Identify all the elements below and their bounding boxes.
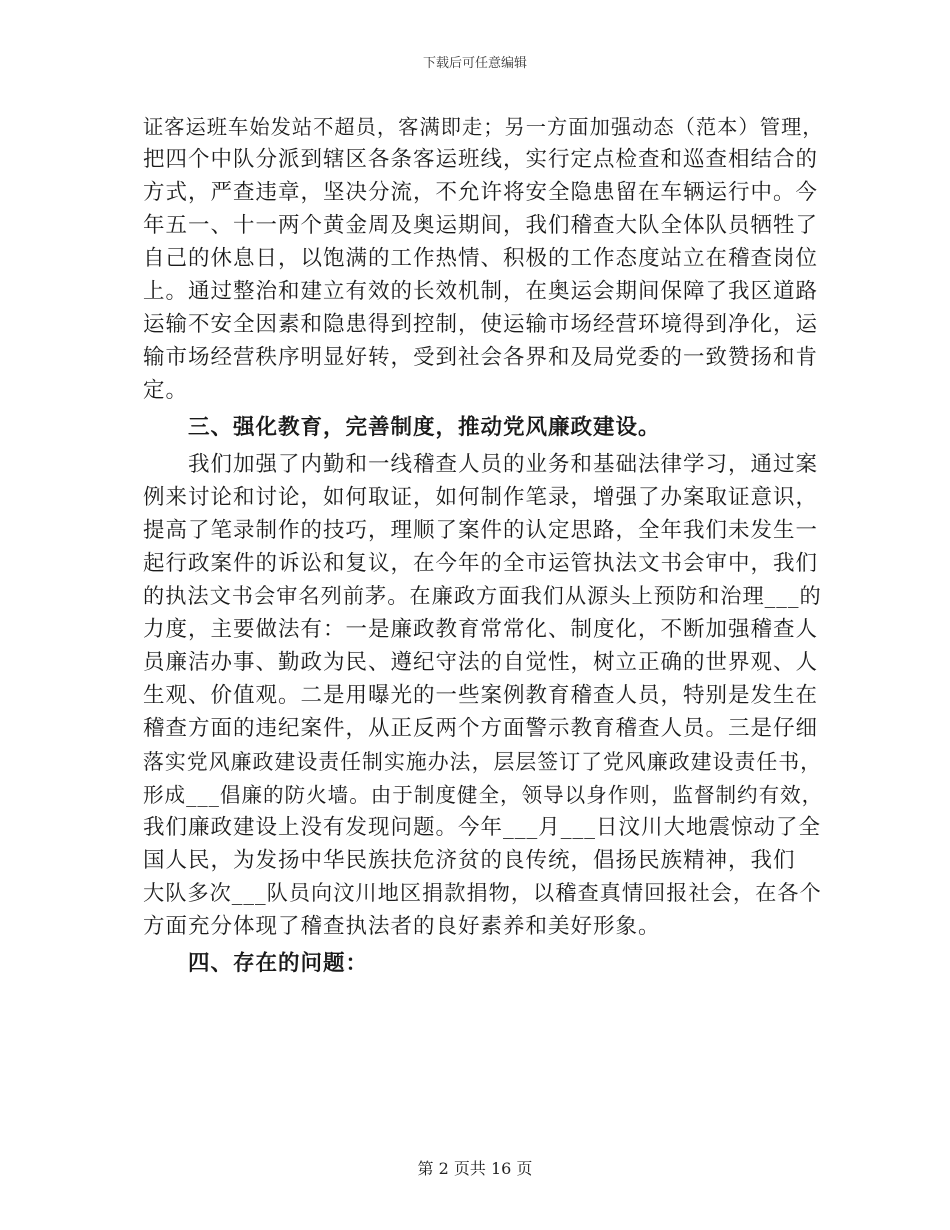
paragraph-line: 落实党风廉政建设责任制实施办法，层层签订了党风廉政建设责任书，	[143, 750, 823, 774]
paragraph-line: 我们加强了内勤和一线稽查人员的业务和基础法律学习，通过案	[188, 452, 819, 477]
paragraph-line: 大队多次___队员向汶川地区捐款捐物，以稽查真情回报社会，在各个	[143, 881, 822, 906]
paragraph-line: 稽查方面的违纪案件，从正反两个方面警示教育稽查人员。三是仔细	[143, 716, 819, 741]
paragraph-line: 力度，主要做法有：一是廉政教育常常化、制度化，不断加强稽查人	[143, 617, 819, 642]
paragraph-line: 证客运班车始发站不超员，客满即走；另一方面加强动态（范本）管理，	[143, 115, 824, 139]
paragraph-line: 例来讨论和讨论，如何取证，如何制作笔录，增强了办案取证意识，	[143, 485, 819, 510]
paragraph-line: 的执法文书会审名列前茅。在廉政方面我们从源头上预防和治理___的	[143, 584, 822, 609]
paragraph-line: 起行政案件的诉讼和复议，在今年的全市运管执法文书会审中，我们	[143, 551, 819, 576]
paragraph-line: 运输不安全因素和隐患得到控制，使运输市场经营环境得到净化，运	[143, 312, 819, 337]
paragraph-line: 员廉洁办事、勤政为民、遵纪守法的自觉性，树立正确的世界观、人	[143, 650, 819, 675]
paragraph-line: 年五一、十一两个黄金周及奥运期间，我们稽查大队全体队员牺牲了	[143, 213, 819, 238]
page-footer: 第 2 页共 16 页	[417, 1159, 533, 1178]
paragraph-line: 把四个中队分派到辖区各条客运班线，实行定点检查和巡查相结合的	[143, 147, 819, 172]
paragraph-line: 自己的休息日，以饱满的工作热情、积极的工作态度站立在稽查岗位	[143, 246, 819, 271]
paragraph-line: 定。	[143, 378, 189, 403]
paragraph-line: 方式，严查违章，坚决分流，不允许将安全隐患留在车辆运行中。今	[143, 180, 819, 205]
section-heading: 三、强化教育，完善制度，推动党风廉政建设。	[188, 415, 661, 440]
paragraph-line: 输市场经营秩序明显好转，受到社会各界和及局党委的一致赞扬和肯	[143, 345, 819, 370]
paragraph-line: 方面充分体现了稽查执法者的良好素养和美好形象。	[143, 914, 661, 939]
paragraph-line: 提高了笔录制作的技巧，理顺了案件的认定思路，全年我们未发生一	[143, 518, 819, 543]
paragraph-line: 上。通过整治和建立有效的长效机制，在奥运会期间保障了我区道路	[143, 279, 819, 304]
paragraph-line: 生观、价值观。二是用曝光的一些案例教育稽查人员，特别是发生在	[143, 683, 819, 708]
section-heading: 四、存在的问题：	[188, 951, 369, 976]
paragraph-line: 形成___倡廉的防火墙。由于制度健全，领导以身作则，监督制约有效，	[143, 783, 824, 807]
paragraph-line: 国人民，为发扬中华民族扶危济贫的良传统，倡扬民族精神，我们	[143, 848, 796, 873]
paragraph-line: 我们廉政建设上没有发现问题。今年___月___日汶川大地震惊动了全	[143, 815, 822, 840]
page-header: 下载后可任意编辑	[422, 56, 527, 71]
